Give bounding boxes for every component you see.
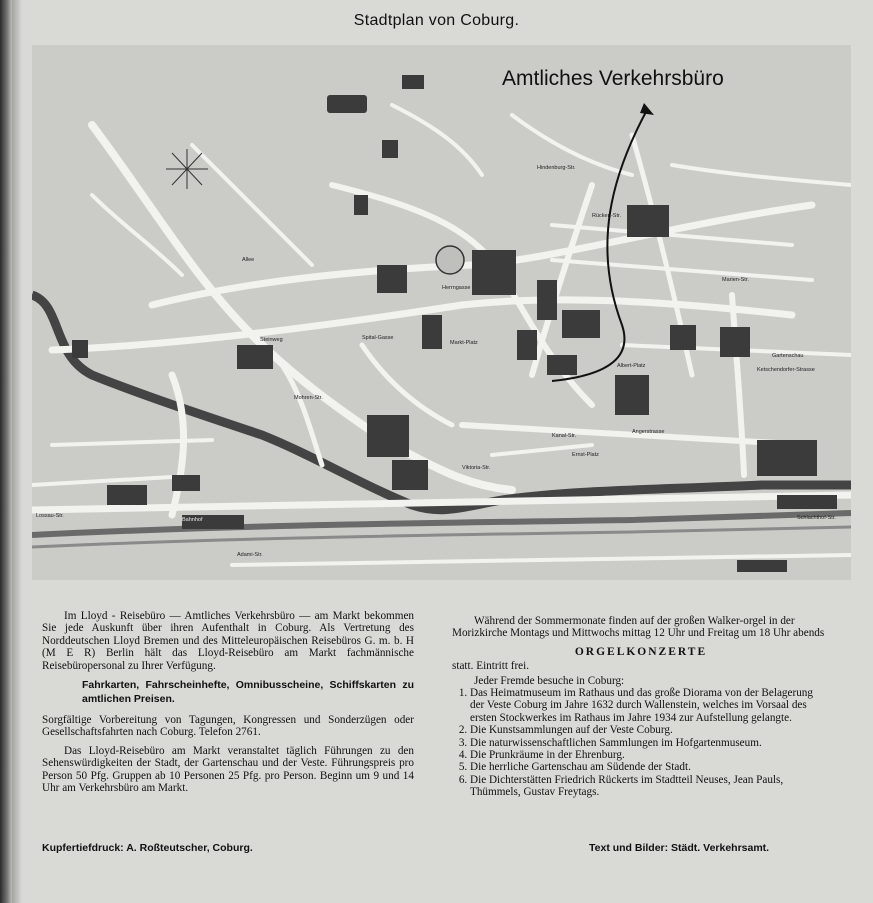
bureau-label: Amtliches Verkehrsbüro — [502, 67, 724, 90]
intro-paragraph: Im Lloyd - Reisebüro — Amtliches Verkehrsbüro — am Markt bekommen Sie jede Auskunft über ihren Aufenthalt in Coburg. Als Vertretung des Norddeutschen Lloyd Bremen und des Mitteleuropäischen Reisebüros G. m. b. H (M E R) Berlin hält das Lloyd-Reisebüro am Markt fachmännische Reisebüropersonal zu Ihrer Verfügung. — [42, 610, 414, 672]
street-label: Gartenschau — [772, 353, 804, 359]
street-label: Allee — [242, 257, 255, 263]
concert-intro: Während der Sommermonate finden auf der großen Walker-orgel in der Morizkirche Montags und Mittwochs mittag 12 Uhr und Freitag um 18 Uhr abends — [452, 615, 825, 640]
street-label: Steinweg — [260, 337, 283, 343]
street-label: Lossau-Str. — [36, 513, 64, 519]
street-label: Ketschendorfer-Strasse — [757, 367, 815, 373]
tours-paragraph: Das Lloyd-Reisebüro am Markt veranstaltet täglich Führungen zu den Sehenswürdigkeiten der Stadt, der Gartenschau und der Veste. Führungspreis pro Person 50 Pfg. Gruppen ab 10 Personen 25 Pfg. pro Person. Beginn um 9 und 14 Uhr am Verkehrsbüro am Markt. — [42, 744, 414, 795]
page-title: Stadtplan von Coburg. — [353, 12, 520, 29]
left-text-column — [42, 610, 414, 800]
street-label: Hindenburg-Str. — [537, 165, 576, 171]
visit-intro: Jeder Fremde besuche in Coburg: — [474, 674, 625, 687]
city-map — [32, 45, 851, 580]
street-label: Herrngasse — [442, 285, 471, 291]
street-label: Kanal-Str. — [552, 433, 577, 439]
street-label: Markt-Platz — [450, 340, 478, 346]
street-label: Spital-Gasse — [362, 335, 394, 341]
text-credit: Text und Bilder: Städt. Verkehrsamt. — [589, 842, 770, 854]
binding-shadow — [12, 0, 22, 903]
print-credit: Kupfertiefdruck: A. Roßteutscher, Coburg. — [42, 842, 253, 854]
list-item: 6. Die Dichterstätten Friedrich Rückerts im Stadtteil Neuses, Jean Pauls, Thümmels, Gustav Freytags. — [470, 774, 830, 799]
concert-note: statt. Eintritt frei. — [452, 660, 530, 673]
map-drawing — [32, 45, 851, 580]
street-label: Schlachthof-Str. — [797, 515, 836, 521]
right-text-column — [452, 615, 830, 799]
street-label: Ernst-Platz — [572, 452, 599, 458]
street-label: Angerstrasse — [632, 429, 665, 435]
list-item: 2. Die Kunstsammlungen auf der Veste Coburg. — [470, 724, 830, 736]
list-item: 5. Die herrliche Gartenschau am Südende der Stadt. — [470, 761, 830, 773]
street-label: Rückert-Str. — [592, 213, 622, 219]
list-item: 3. Die naturwissenschaftlichen Sammlungen im Hofgartenmuseum. — [470, 737, 830, 749]
street-label: Viktoria-Str. — [462, 465, 491, 471]
street-label: Albert-Platz — [617, 363, 646, 369]
street-label: Marien-Str. — [722, 277, 749, 283]
street-label: Bahnhof — [182, 517, 203, 523]
preparation-paragraph: Sorgfältige Vorbereitung von Tagungen, Kongressen und Sonderzügen oder Gesellschaftsfahrten nach Coburg. Telefon 2761. — [42, 714, 414, 739]
fares-paragraph: Fahrkarten, Fahrscheinhefte, Omnibusscheine, Schiffskarten zu amtlichen Preisen. — [82, 679, 414, 706]
book-binding — [0, 0, 12, 903]
street-label: Adami-Str. — [237, 552, 263, 558]
street-label: Mohren-Str. — [294, 395, 323, 401]
concert-heading: ORGELKONZERTE — [574, 645, 708, 658]
list-item: 1. Das Heimatmuseum im Rathaus und das große Diorama von der Belagerung der Veste Coburg im Jahre 1632 durch Wallenstein, welches im Vorsaal des ersten Stockwerkes im Rathaus im Jahre 1934 zur Aufstellung gelangte. — [470, 687, 830, 724]
sights-list — [452, 687, 830, 799]
schlossplatz-circle — [436, 246, 464, 274]
list-item: 4. Die Prunkräume in der Ehrenburg. — [470, 749, 830, 761]
